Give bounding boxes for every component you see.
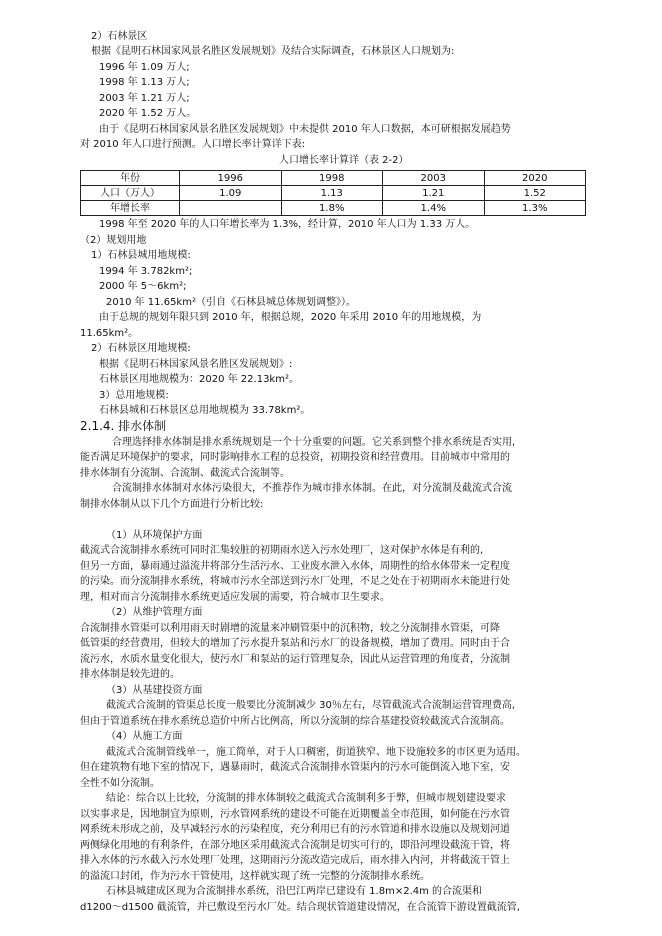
paragraph-line: 排入水体的污水截入污水处理厂处理，这期雨污分流改造完成后，雨水排入内河，并将截流干管上 [80,855,510,866]
subsection-title: （3）从基建投资方面 [106,685,203,696]
table-header-cell: 2020 [484,171,586,186]
subsection-title: （2）从维护管理方面 [106,607,203,618]
section-title-land-use: （2）规划用地 [80,235,147,246]
paragraph-line: 结论：综合以上比较，分流制的排水体制较之截流式合流制利多于弊，但城市规划建设要求 [106,793,506,804]
paragraph-line: 能否满足环境保护的要求，同时影响排水工程的总投资，初期投资和经营费用。目前城市中常用的 [80,452,510,463]
table-header-cell: 1998 [281,171,383,186]
paragraph-line: d1200～d1500 截流管，并已敷设至污水厂处。结合现状管道建设情况，在合流管下游设置截流管, [80,902,520,913]
population-item: 2003 年 1.21 万人; [99,93,190,104]
paragraph-line: 截流式合流制排水系统可同时汇集较脏的初期雨水送入污水处理厂，这对保护水体是有利的, [80,545,484,556]
table-cell: 年增长率 [81,201,180,216]
subsection-title: （1）从环境保护方面 [106,530,203,541]
paragraph-line: 的溢流口封闭，作为污水干管使用，这样就实现了统一完整的分流制排水系统。 [80,871,430,882]
subsection-title: （4）从施工方面 [106,731,183,742]
land-item: 2000 年 5～6km²; [99,281,187,292]
table-cell: 1.4% [383,201,485,216]
table-cell: 1.3% [484,201,586,216]
table-cell: 1.8% [281,201,383,216]
paragraph-line: 排水体制有分流制、合流制、截流式合流制等。 [80,468,290,479]
paragraph-line: 两侧绿化用地的有利条件，在部分地区采用截流式合流制是切实可行的，即沿河埋设截流干管，将 [80,840,510,851]
paragraph-line: 根据《昆明石林国家风景名胜区发展规划》及结合实际调查，石林景区人口规划为: [91,46,455,57]
paragraph-line: 由于《昆明石林国家风景名胜区发展规划》中未提供 2010 年人口数据，本可研根据发展趋势 [99,124,511,135]
paragraph-line: 制排水体制从以下几个方面进行分析比较: [80,499,264,510]
paragraph-line: 合流制排水体制对水体污染很大，不推荐作为城市排水体制。在此，对分流制及截流式合流 [112,483,512,494]
section-title-shilin-scenic: 2）石林景区 [91,31,148,42]
table-header-cell: 1996 [180,171,282,186]
table-caption: 人口增长率计算详（表 2-2） [279,155,409,166]
table-cell: 1.13 [281,186,383,201]
table-row [81,186,586,201]
table-cell: 1.21 [383,186,485,201]
paragraph-line: 石林县城建成区现为合流制排水系统，沿巴江两岸已建设有 1.8m×2.4m 的合流渠和 [106,886,483,897]
table-cell: 人口（万人） [81,186,180,201]
paragraph-line: 1998 年至 2020 年的人口年增长率为 1.3%，经计算，2010 年人口为 1.33 万人。 [99,219,476,230]
paragraph-line: 但由于管道系统在排水系统总造价中所占比例高，所以分流制的综合基建投资较截流式合流制高。 [80,716,510,727]
population-item: 2020 年 1.52 万人。 [99,108,197,119]
paragraph-line: 石林景区用地规模为：2020 年 22.13km²。 [99,374,299,385]
growth-rate-table [80,170,586,216]
population-item: 1996 年 1.09 万人; [99,62,190,73]
table-row [81,201,586,216]
paragraph-line: 对 2010 年人口进行预测。人口增长率计算详下表: [80,139,306,150]
table-cell: 1.52 [484,186,586,201]
paragraph-line: 网系统未形成之前，及早减轻污水的污染程度，充分利用已有的污水管道和排水设施以及规划河道 [80,824,510,835]
paragraph-line: 全性不如分流制。 [80,778,160,789]
paragraph-line: 合流制排水管渠可以利用雨天时剧增的流量来冲刷管渠中的沉积物，较之分流制排水管渠，可降 [80,623,500,634]
paragraph-line: 但另一方面，暴雨通过溢流井将部分生活污水、工业废水泄入水体，周期性的给水体带来一定程度 [80,561,510,572]
table-cell [180,201,282,216]
paragraph-line: 截流式合流制管线单一，施工简单，对于人口稠密，街道狭窄、地下设施较多的市区更为适用。 [106,747,526,758]
table-row [81,171,586,186]
paragraph-line: 石林县城和石林景区总用地规模为 33.78km²。 [99,405,311,416]
land-item: 2010 年 11.65km²（引自《石林县城总体规划调整》）。 [106,297,356,308]
paragraph-line: 合理选择排水体制是排水系统规划是一个十分重要的问题。它关系到整个排水系统是否实用, [112,437,516,448]
table-header-cell: 2003 [383,171,485,186]
subsection-title: 3）总用地规模: [99,390,169,401]
table-header-cell: 年份 [81,171,180,186]
paragraph-line: 11.65km²。 [80,328,139,339]
paragraph-line: 由于总规的规划年限只到 2010 年，根据总规，2020 年采用 2010 年的用地规模，为 [99,312,482,323]
section-heading-drainage-system: 2.1.4. 排水体制 [80,419,167,433]
subsection-title: 1）石林县城用地规模: [91,250,191,261]
table-cell: 1.09 [180,186,282,201]
subsection-title: 2）石林景区用地规模: [91,343,191,354]
paragraph-line: 以实事求是，因地制宜为原则，污水管网系统的建设不可能在近期覆盖全市范围，如何能在污水管 [80,809,510,820]
paragraph-line: 低管渠的经营费用，但较大的增加了污水提升泵站和污水厂的设备规模，增加了费用。同时由于合 [80,638,510,649]
paragraph-line: 理，相对而言分流制排水系统更适应发展的需要，符合城市卫生要求。 [80,592,390,603]
paragraph-line: 流污水，水质水量变化很大，使污水厂和泵站的运行管理复杂，因此从运营管理的角度者，分流制 [80,654,510,665]
land-item: 1994 年 3.782km²; [99,266,193,277]
paragraph-line: 排水体制是较先进的。 [80,669,180,680]
paragraph-line: 但在建筑物有地下室的情况下，遇暴雨时，截流式合流制排水管渠内的污水可能倒流入地下室，安 [80,762,510,773]
paragraph-line: 的污染。而分流制排水系统，将城市污水全部送到污水厂处理，不足之处在于初期雨水未能进行处 [80,576,510,587]
paragraph-line: 截流式合流制的管渠总长度一般要比分流制减少 30％左右，尽管截流式合流制运营管理费高, [106,700,516,711]
population-item: 1998 年 1.13 万人; [99,77,190,88]
paragraph-line: 根据《昆明石林国家风景名胜区发展规划》: [99,359,293,370]
